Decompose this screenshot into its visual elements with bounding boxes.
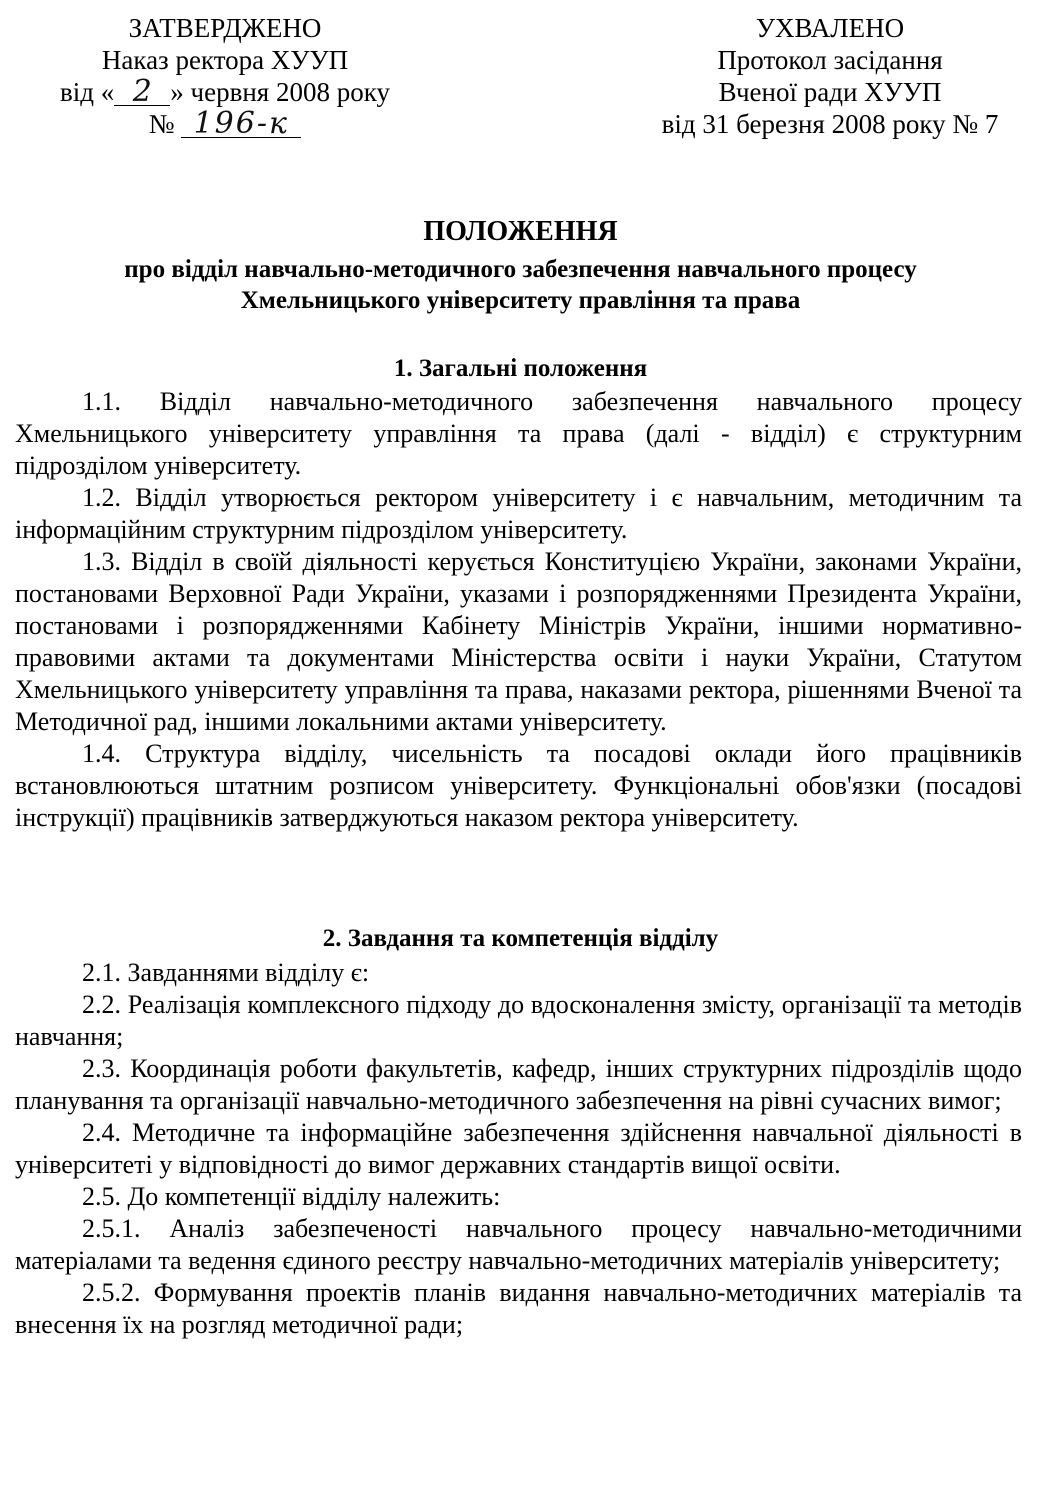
paragraph-2-2: 2.2. Реалізація комплексного підходу до вдосконалення змісту, організації та методів навчання;	[15, 990, 1022, 1051]
paragraph-2-1: 2.1. Завданнями відділу є:	[82, 958, 370, 987]
paragraph-1-1: 1.1. Відділ навчально-методичного забезпечення навчального процесу Хмельницького університету управління та права (далі - відділ) є структурним підрозділом університету.	[15, 387, 1022, 480]
approved-date-line	[0, 76, 450, 108]
section-1-body	[15, 386, 1022, 834]
paragraph-1-4: 1.4. Структура відділу, чисельність та посадові оклади його працівників встановлюються штатним розписом університету. Функціональні обов'язки (посадові інструкції) працівників затверджуються наказом ректора університету.	[15, 739, 1022, 832]
paragraph-1-3: 1.3. Відділ в своїй діяльності керується Конституцією України, законами України, постановами Верховної Ради України, указами і розпорядженнями Президента України, постановами і розпорядженнями Кабінету Міністрів України, іншими нормативно-правовими актами та документами Міністерства освіти і науки України, Статутом Хмельницького університету управління та права, наказами ректора, рішеннями Вченої та Методичної рад, іншими локальними актами університету.	[15, 547, 1022, 736]
adopted-protocol-line: Протокол засідання	[717, 45, 943, 75]
paragraph-2-5-2: 2.5.2. Формування проектів планів видання навчально-методичних матеріалів та внесення їх на розгляд методичної ради;	[15, 1278, 1022, 1339]
adopted-heading: УХВАЛЕНО	[755, 13, 905, 43]
paragraph-2-3: 2.3. Координація роботи факультетів, кафедр, інших структурних підрозділів щодо планування та організації навчально-методичного забезпечення на рівні сучасних вимог;	[15, 1054, 1022, 1115]
section-2-heading: 2. Завдання та компетенція відділу	[322, 925, 719, 952]
adoption-block	[610, 12, 1041, 140]
document-subtitle-2: Хмельницького університету правління та права	[240, 287, 801, 314]
approved-date-suffix: » червня 2008 року	[170, 77, 390, 107]
approved-number-prefix: №	[148, 109, 175, 139]
paragraph-2-4: 2.4. Методичне та інформаційне забезпечення здійснення навчальної діяльності в університеті у відповідності до вимог державних стандартів вищої освіти.	[15, 1118, 1022, 1179]
handwritten-order-number: 196-к	[181, 111, 301, 138]
approved-order-line: Наказ ректора ХУУП	[101, 45, 349, 75]
adopted-council-line: Вченої ради ХУУП	[718, 77, 942, 107]
section-1-heading: 1. Загальні положення	[393, 355, 648, 382]
handwritten-day: 2	[114, 79, 170, 106]
section-2-body	[15, 957, 1022, 1341]
approved-date-prefix: від «	[60, 77, 115, 107]
document-title: ПОЛОЖЕННЯ	[423, 216, 618, 247]
document-subtitle-1: про відділ навчально-методичного забезпечення навчального процесу	[124, 256, 917, 283]
approved-number-line	[0, 108, 450, 140]
paragraph-2-5-1: 2.5.1. Аналіз забезпеченості навчального процесу навчально-методичними матеріалами та ведення єдиного реєстру навчально-методичних матеріалів університету;	[15, 1214, 1022, 1275]
paragraph-2-5: 2.5. До компетенції відділу належить:	[82, 1182, 501, 1211]
approval-block	[0, 12, 450, 140]
adopted-date-line: від 31 березня 2008 року № 7	[661, 109, 999, 139]
paragraph-1-2: 1.2. Відділ утворюється ректором університету і є навчальним, методичним та інформаційним структурним підрозділом університету.	[15, 483, 1022, 544]
approved-heading: ЗАТВЕРДЖЕНО	[128, 13, 322, 43]
